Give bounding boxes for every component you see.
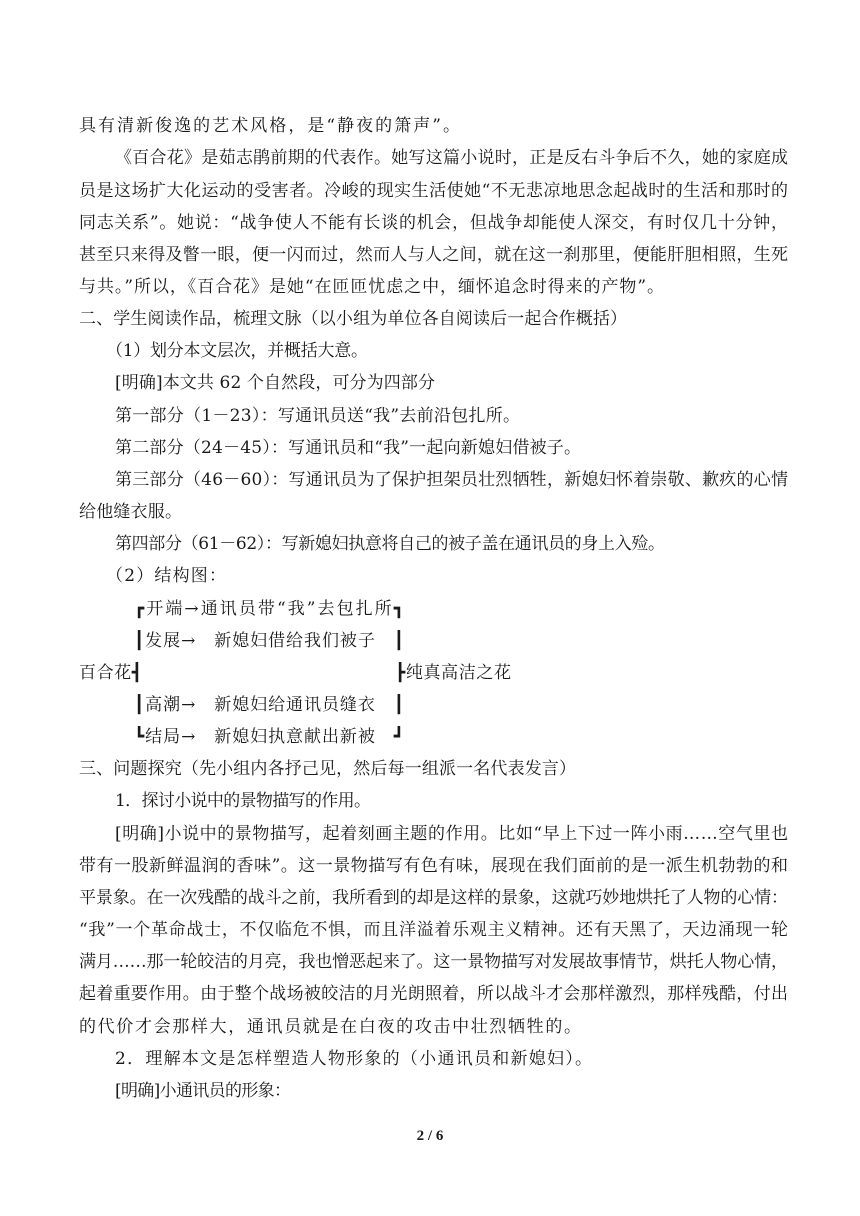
- text-line-6: 与共。”所以，《百合花》是她“在匝匝忧虑之中，缅怀追念时得来的产物”。: [79, 277, 665, 297]
- text-line-31: 2．理解本文是怎样塑造人物形象的（小通讯员和新媳妇）。: [115, 1049, 594, 1069]
- text-line-2: 《百合花》是茹志鹃前期的代表作。她写这篇小说时，正是反右斗争后不久，她的家庭成: [115, 148, 789, 168]
- page-number: 2 / 6: [416, 1128, 444, 1144]
- text-line-32: [明确]小通讯员的形象：: [115, 1081, 291, 1101]
- text-line-15: （2）结构图：: [106, 566, 228, 586]
- structure-diagram-row-4: ┃高潮→ 新媳妇给通讯员缝衣 ┃: [134, 695, 405, 715]
- structure-diagram-row-2: ┃发展→ 新媳妇借给我们被子 ┃: [134, 631, 405, 651]
- text-line-11: 第二部分（24－45）：写通讯员和“我”一起向新媳妇借被子。: [115, 438, 582, 458]
- section-heading-2: 二、学生阅读作品，梳理文脉（以小组为单位各自阅读后一起合作概括）: [79, 309, 628, 329]
- text-line-9: [明确]本文共 62 个自然段，可分为四部分: [115, 373, 436, 393]
- text-line-12: 第三部分（46－60）：写通讯员为了保护担架员壮烈牺牲，新媳妇怀着崇敬、歉疚的心情: [115, 470, 789, 490]
- text-line-10: 第一部分（1－23）：写通讯员送“我”去前沿包扎所。: [115, 406, 521, 426]
- text-line-28: 满月……那一轮皎洁的月亮，我也憎恶起来了。这一景物描写对发展故事情节，烘托人物心情，: [79, 952, 788, 972]
- text-line-8: （1）划分本文层次，并概括大意。: [106, 341, 368, 361]
- text-line-1: 具有清新俊逸的艺术风格，是“静夜的箫声”。: [79, 116, 463, 136]
- text-line-23: 1．探讨小说中的景物描写的作用。: [115, 791, 371, 811]
- structure-diagram-row-5: ┗结局→ 新媳妇执意献出新被 ┛: [134, 727, 405, 747]
- text-line-4: 同志关系”。她说：“战争使人不能有长谈的机会，但战争却能使人深交，有时仅几十分钟，: [79, 213, 789, 233]
- text-line-13: 给他缝衣服。: [79, 502, 183, 522]
- section-heading-3: 三、问题探究（先小组内各抒己见，然后每一组派一名代表发言）: [79, 759, 577, 779]
- text-line-24: [明确]小说中的景物描写，起着刻画主题的作用。比如“早上下过一阵小雨……空气里也: [115, 824, 789, 844]
- text-line-29: 起着重要作用。由于整个战场被皎洁的月光朗照着，所以战斗才会那样激烈，那样残酷，付出: [79, 984, 789, 1004]
- text-line-3: 员是这场扩大化运动的受害者。冷峻的现实生活使她“不无悲凉地思念起战时的生活和那时的: [79, 181, 789, 201]
- text-line-14: 第四部分（61－62）：写新媳妇执意将自己的被子盖在通讯员的身上入殓。: [115, 534, 665, 554]
- text-line-26: 平景象。在一次残酷的战斗之前，我所看到的却是这样的景象，这就巧妙地烘托了人物的心情：: [79, 888, 788, 908]
- text-line-27: “我”一个革命战士，不仅临危不惧，而且洋溢着乐观主义精神。还有天黑了，天边涌现一轮: [79, 920, 789, 940]
- structure-diagram-result: ┣纯真高洁之花: [395, 663, 512, 683]
- text-line-5: 甚至只来得及瞥一眼，便一闪而过，然而人与人之间，就在这一刹那里，便能肝胆相照，生死: [79, 245, 789, 265]
- structure-diagram-root: 百合花┫: [79, 663, 143, 683]
- structure-diagram-row-1: ┏开端→通讯员带“我”去包扎所┓: [134, 599, 407, 619]
- text-line-25: 带有一股新鲜温润的香味”。这一景物描写有色有味，展现在我们面前的是一派生机勃勃的和: [79, 856, 789, 876]
- text-line-30: 的代价才会那样大，通讯员就是在白夜的攻击中壮烈牺牲的。: [79, 1017, 583, 1037]
